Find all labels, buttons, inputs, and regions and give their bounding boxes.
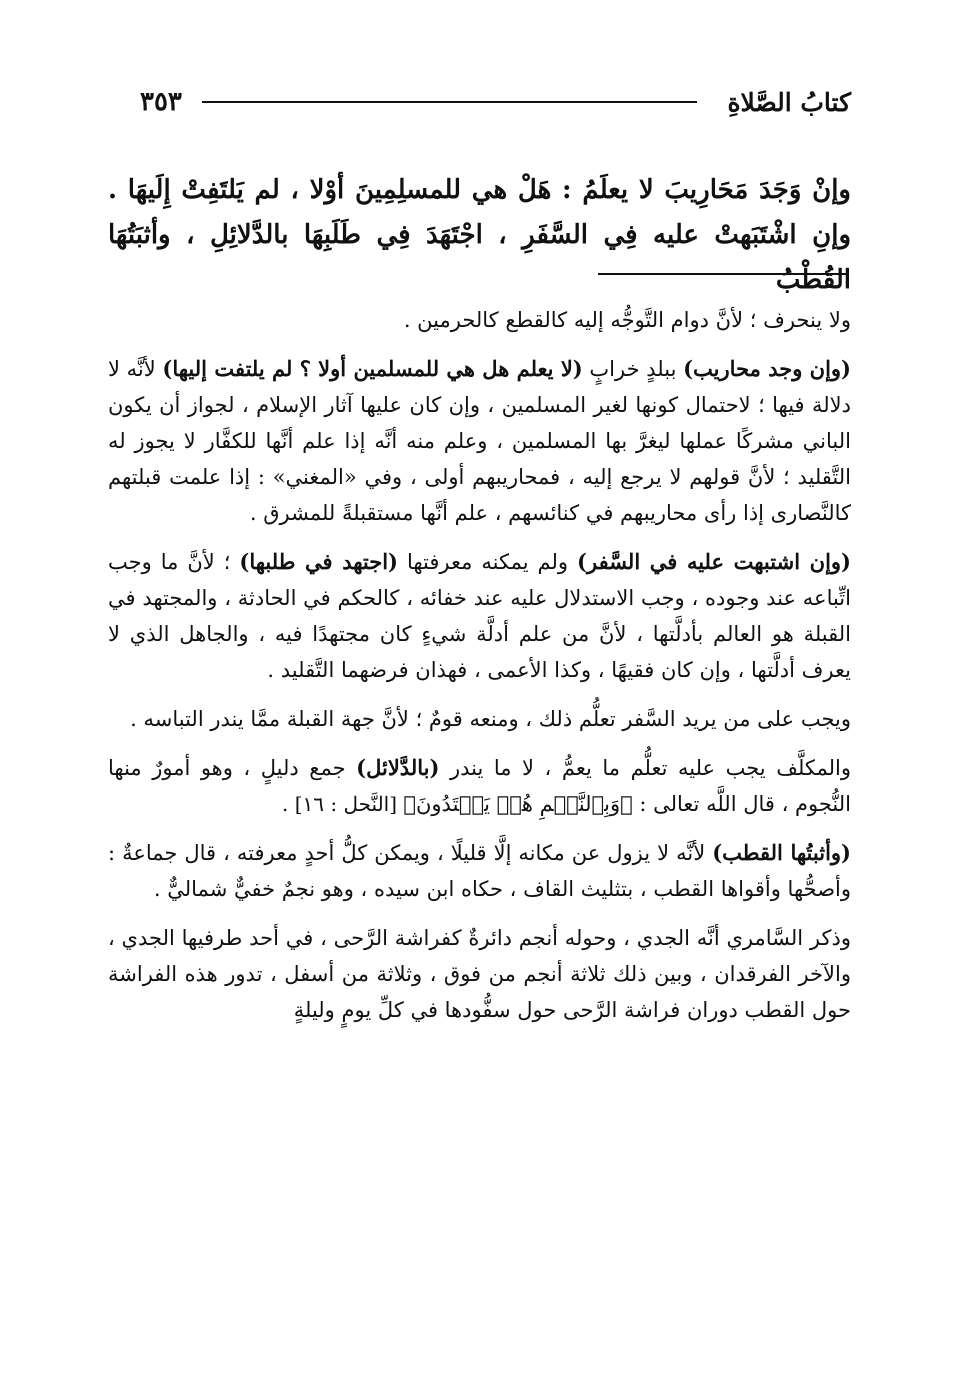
quoted-matn: (وأثبتُها القطب) xyxy=(712,840,851,865)
page-header xyxy=(140,82,851,122)
quoted-matn: (بالدَّلائل) xyxy=(356,755,440,780)
text-run: لأنَّه لا يزول عن مكانه إلَّا قليلًا ، ويمكن كلُّ أحدٍ معرفته ، قال جماعةٌ : وأصحُّها وأقواها القطب ، بتثليث القاف ، حكاه ابن سيده ، وهو نجمٌ خفيٌّ شماليٌّ . xyxy=(108,841,851,901)
commentary-text xyxy=(108,302,851,1041)
quoted-matn: (اجتهد في طلبها) xyxy=(239,549,398,574)
page-number: ٣٥٣ xyxy=(140,87,182,117)
matn-line: وإنِ اشْتَبَهتْ عليه فِي السَّفَرِ ، اجْتَهَدَ فِي طَلَبِهَا بالدَّلائِلِ ، وأثبَتُهَا القُطْبُ xyxy=(108,220,851,295)
text-run: والمكلَّف يجب عليه تعلُّم ما يعمُّ ، لا ما يندر xyxy=(439,756,852,780)
paragraph xyxy=(108,351,851,531)
paragraph xyxy=(108,835,851,907)
quoted-matn: (وإن اشتبهت عليه في السَّفر) xyxy=(577,549,851,574)
text-run: جمع دليلٍ ، وهو أمورٌ منها النُّجوم ، قال اللَّه تعالى : xyxy=(108,756,851,816)
text-run: ؛ لأنَّ ما وجب اتِّباعه عند وجوده ، وجب الاستدلال عليه عند خفائه ، كالحكم في الحادثة ، والمجتهد في القبلة هو العالم بأدلَّتها ، لأنَّ من علم أدلَّة شيءٍ كان مجتهدًا فيه ، والجاهل الذي لا يعرف أدلَّتها ، وإن كان فقيهًا ، وكذا الأعمى ، فهذان فرضهما التَّقليد . xyxy=(108,550,851,682)
matn-line: وإنْ وَجَدَ مَحَارِيبَ لا يعلَمُ : هَلْ هي للمسلِمِينَ أوْلا ، لم يَلتَفِتْ إِلَيهَا . xyxy=(108,175,851,205)
paragraph xyxy=(108,544,851,688)
quoted-matn: (لا يعلم هل هي للمسلمين أولا ؟ لم يلتفت إليها) xyxy=(162,356,583,381)
running-title: كتابُ الصَّلاةِ xyxy=(727,87,851,117)
paragraph: وذكر السَّامري أنَّه الجدي ، وحوله أنجم دائرةٌ كفراشة الرَّحى ، في أحد طرفيها الجدي ، والآخر الفرقدان ، وبين ذلك ثلاثة أنجم من فوق ، وثلاثة من أسفل ، تدور هذه الفراشة حول القطب دوران فراشة الرَّحى حول سفُّودها في كلِّ يومٍ وليلةٍ xyxy=(108,926,851,1022)
quran-citation: [النَّحل : ١٦] . xyxy=(282,792,404,816)
paragraph: ويجب على من يريد السَّفر تعلُّم ذلك ، ومنعه قومٌ ؛ لأنَّ جهة القبلة ممَّا يندر التباسه . xyxy=(130,707,851,731)
quoted-matn: (وإن وجد محاريب) xyxy=(683,356,851,381)
paragraph xyxy=(108,750,851,822)
paragraph: ولا ينحرف ؛ لأنَّ دوام التَّوجُّه إليه كالقطع كالحرمين . xyxy=(403,308,851,332)
text-run: لأنَّه لا دلالة فيها ؛ لاحتمال كونها لغير المسلمين ، وإن كان عليها آثار الإسلام ، لجواز أن يكون الباني مشركًا عملها ليغرَّ بها المسلمين ، وعلم منه أنَّه إذا علم أنَّها للكفَّار لا يجوز له التَّقليد ؛ لأنَّ قولهم لا يرجع إليه ، فمحاريبهم أولى ، وفي «المغني» : إذا علمت قبلتهم كالنَّصارى إذا رأى محاريبهم في كنائسهم ، علم أنَّها مستقبلةً للمشرق . xyxy=(108,357,851,525)
header-rule xyxy=(202,101,698,103)
text-run: ببلدٍ خرابٍ xyxy=(582,357,684,381)
matn-separator xyxy=(598,273,848,275)
quran-verse: ﴿وَبِٱلنَّجۡمِ هُمۡ يَهۡتَدُونَ﴾ xyxy=(403,792,633,816)
matn-text xyxy=(108,168,851,303)
text-run: ولم يمكنه معرفتها xyxy=(398,550,578,574)
